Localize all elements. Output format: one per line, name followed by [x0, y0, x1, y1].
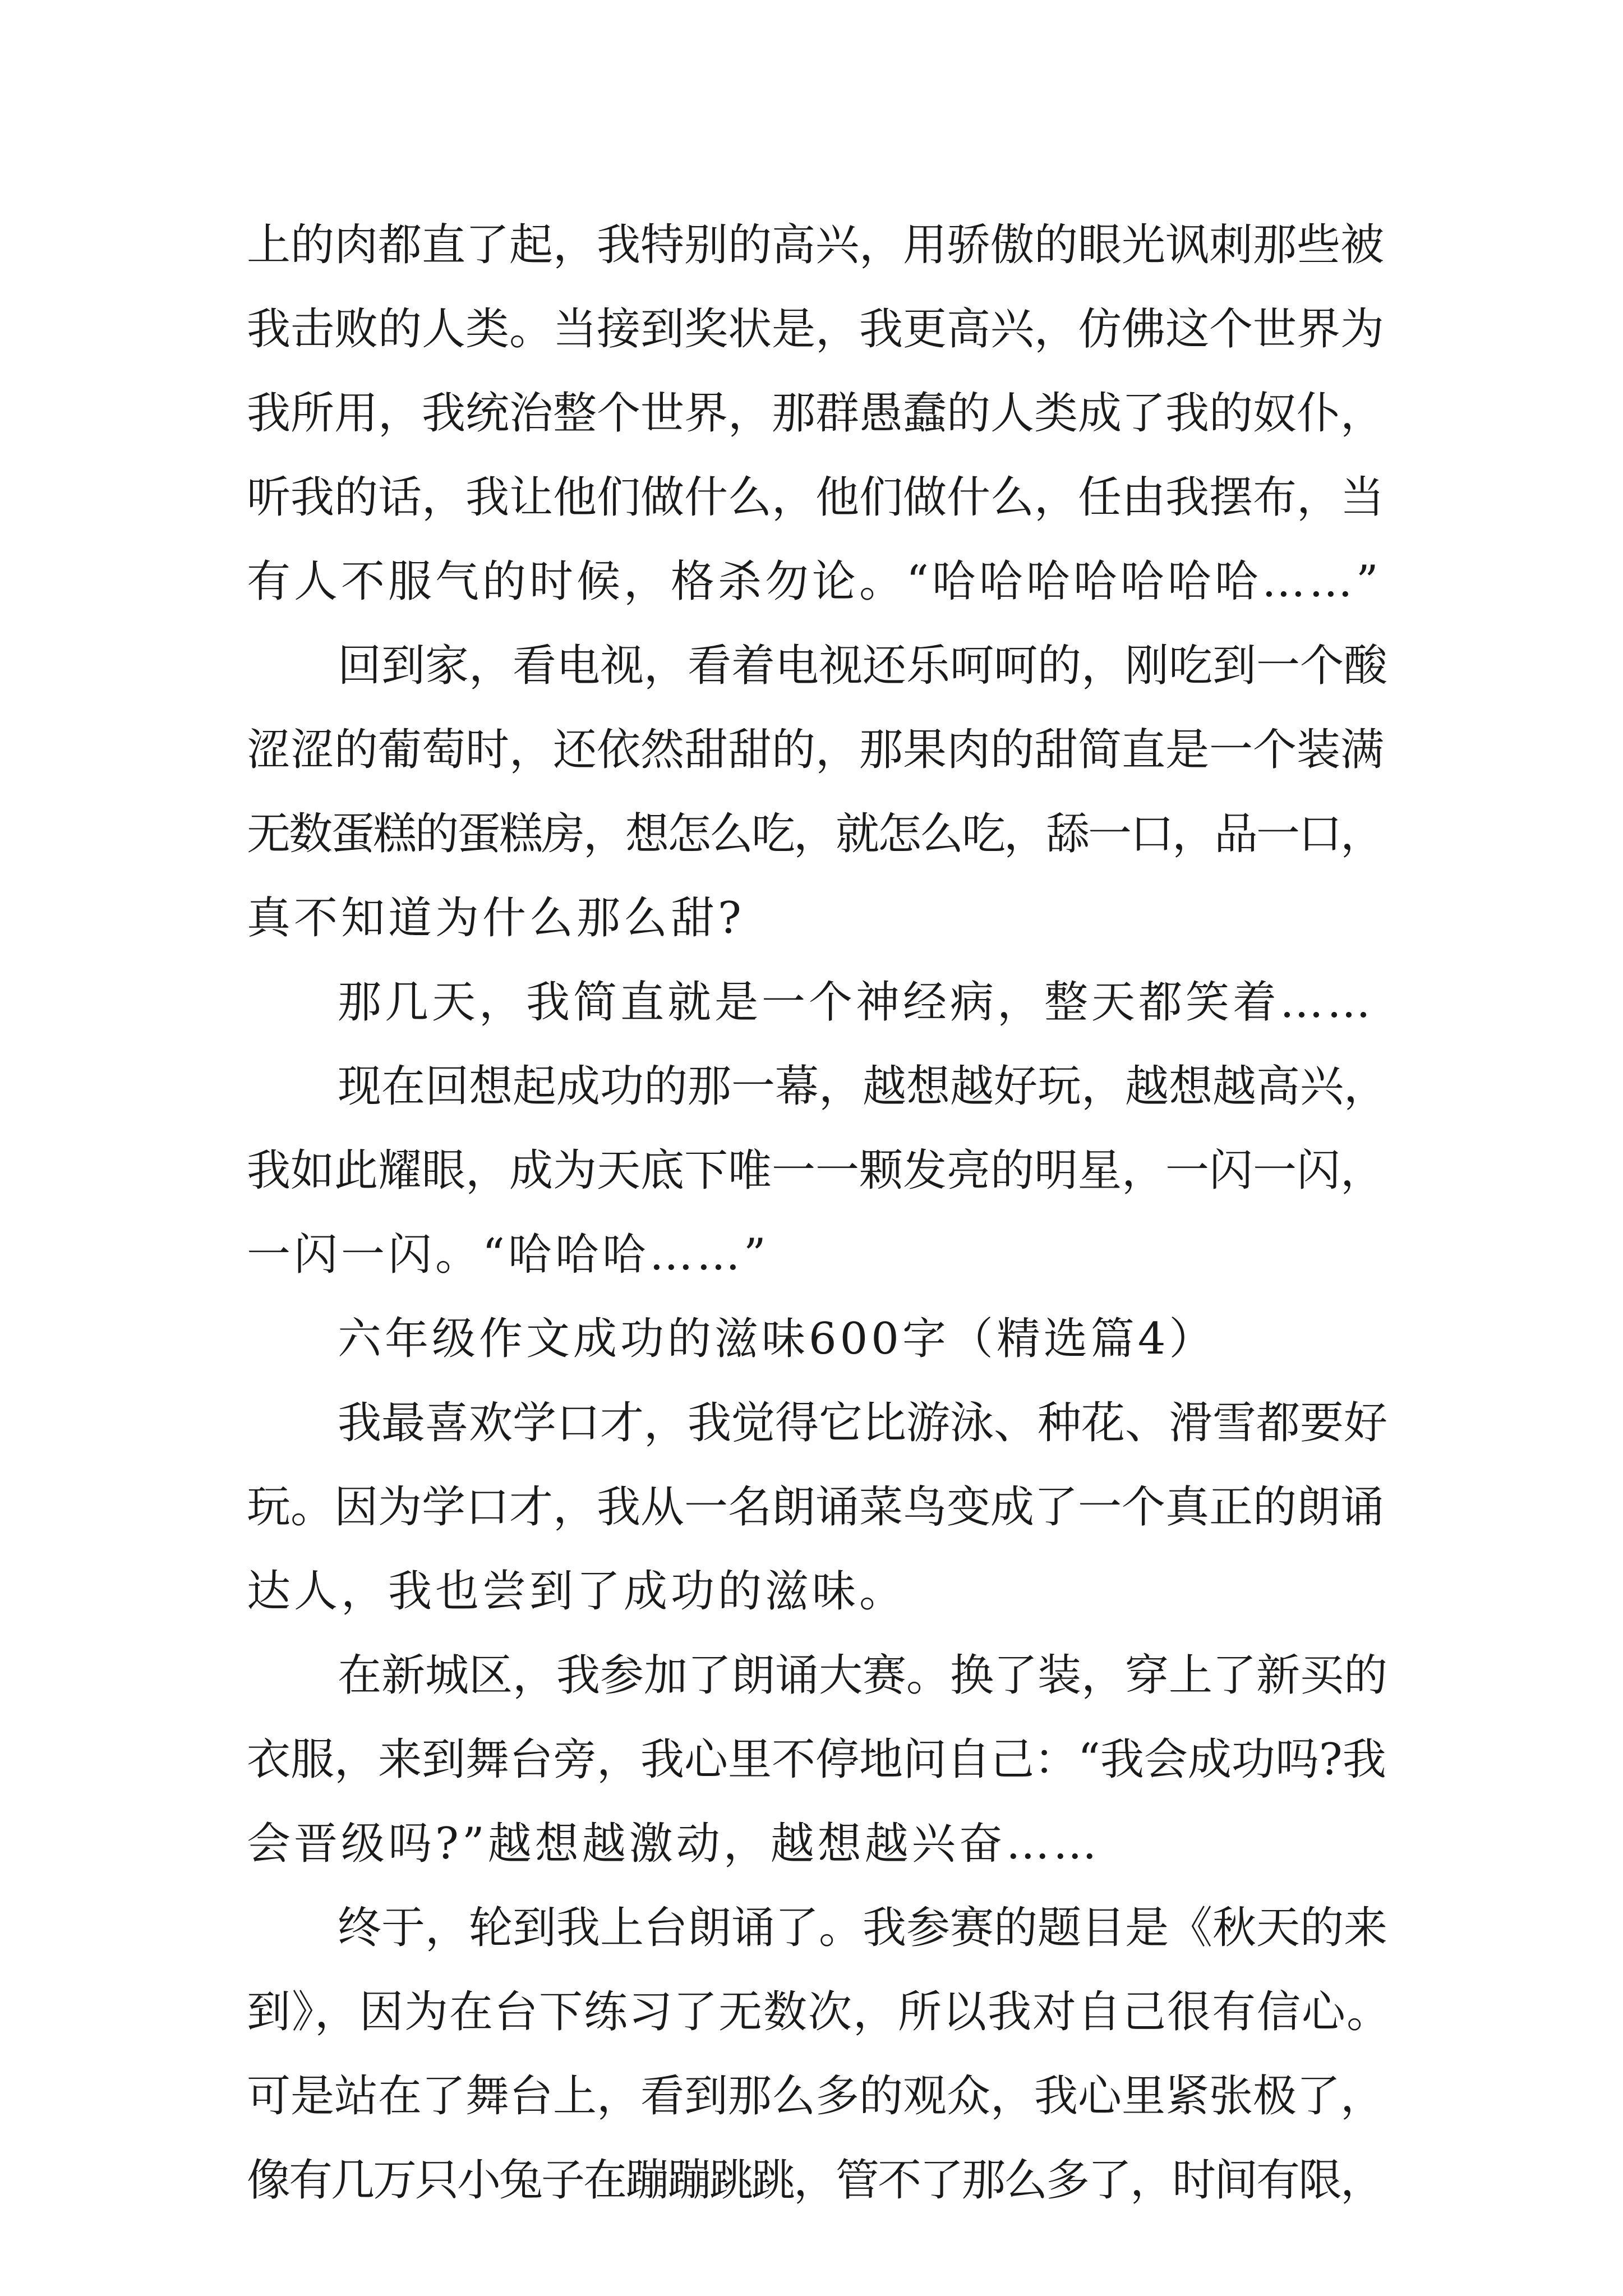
text-line: 一闪一闪。“哈哈哈……”	[247, 1230, 769, 1280]
text-line: 可是站在了舞台上，看到那么多的观众，我心里紧张极了，	[247, 2071, 1385, 2122]
paragraph-start-line: 那几天，我简直就是一个神经病，整天都笑着……	[338, 977, 1375, 1028]
text-line: 有人不服气的时候，格杀勿论。“哈哈哈哈哈哈哈……”	[247, 556, 1382, 607]
text-line: 涩涩的葡萄时，还依然甜甜的，那果肉的甜简直是一个装满	[247, 725, 1385, 775]
text-line: 我击败的人类。当接到奖状是，我更高兴，仿佛这个世界为	[247, 304, 1385, 355]
text-line: 上的肉都直了起，我特别的高兴，用骄傲的眼光讽刺那些被	[247, 220, 1385, 270]
text-line: 无数蛋糕的蛋糕房，想怎么吃，就怎么吃，舔一口，品一口，	[247, 809, 1383, 859]
text-line: 会晋级吗?”越想越激动，越想越兴奋……	[247, 1819, 1100, 1869]
paragraph-start-line: 我最喜欢学口才，我觉得它比游泳、种花、滑雪都要好	[338, 1398, 1388, 1448]
text-line: 衣服，来到舞台旁，我心里不停地问自己：“我会成功吗?我	[247, 1734, 1386, 1785]
paragraph-start-line: 终于，轮到我上台朗诵了。我参赛的题目是《秋天的来	[338, 1903, 1388, 1953]
section-heading: 六年级作文成功的滋味600字（精选篇4）	[338, 1314, 1216, 1364]
document-body-text	[247, 203, 1396, 2223]
paragraph-start-line: 回到家，看电视，看着电视还乐呵呵的，刚吃到一个酸	[338, 641, 1388, 691]
text-line: 真不知道为什么那么甜?	[247, 893, 745, 944]
text-line: 到》，因为在台下练习了无数次，所以我对自己很有信心。	[247, 1987, 1392, 2037]
text-line: 我如此耀眼，成为天底下唯一一颗发亮的明星，一闪一闪，	[247, 1145, 1385, 1196]
text-line: 像有几万只小兔子在蹦蹦跳跳，管不了那么多了，时间有限，	[247, 2155, 1383, 2206]
paragraph-start-line: 在新城区，我参加了朗诵大赛。换了装，穿上了新买的	[338, 1650, 1388, 1701]
text-line: 听我的话，我让他们做什么，他们做什么，任由我摆布，当	[247, 472, 1385, 523]
text-line: 达人，我也尝到了成功的滋味。	[247, 1566, 907, 1617]
text-line: 玩。因为学口才，我从一名朗诵菜鸟变成了一个真正的朗诵	[247, 1482, 1385, 1533]
text-line: 我所用，我统治整个世界，那群愚蠢的人类成了我的奴仆，	[247, 388, 1385, 439]
paragraph-start-line: 现在回想起成功的那一幕，越想越好玩，越想越高兴，	[338, 1061, 1388, 1112]
